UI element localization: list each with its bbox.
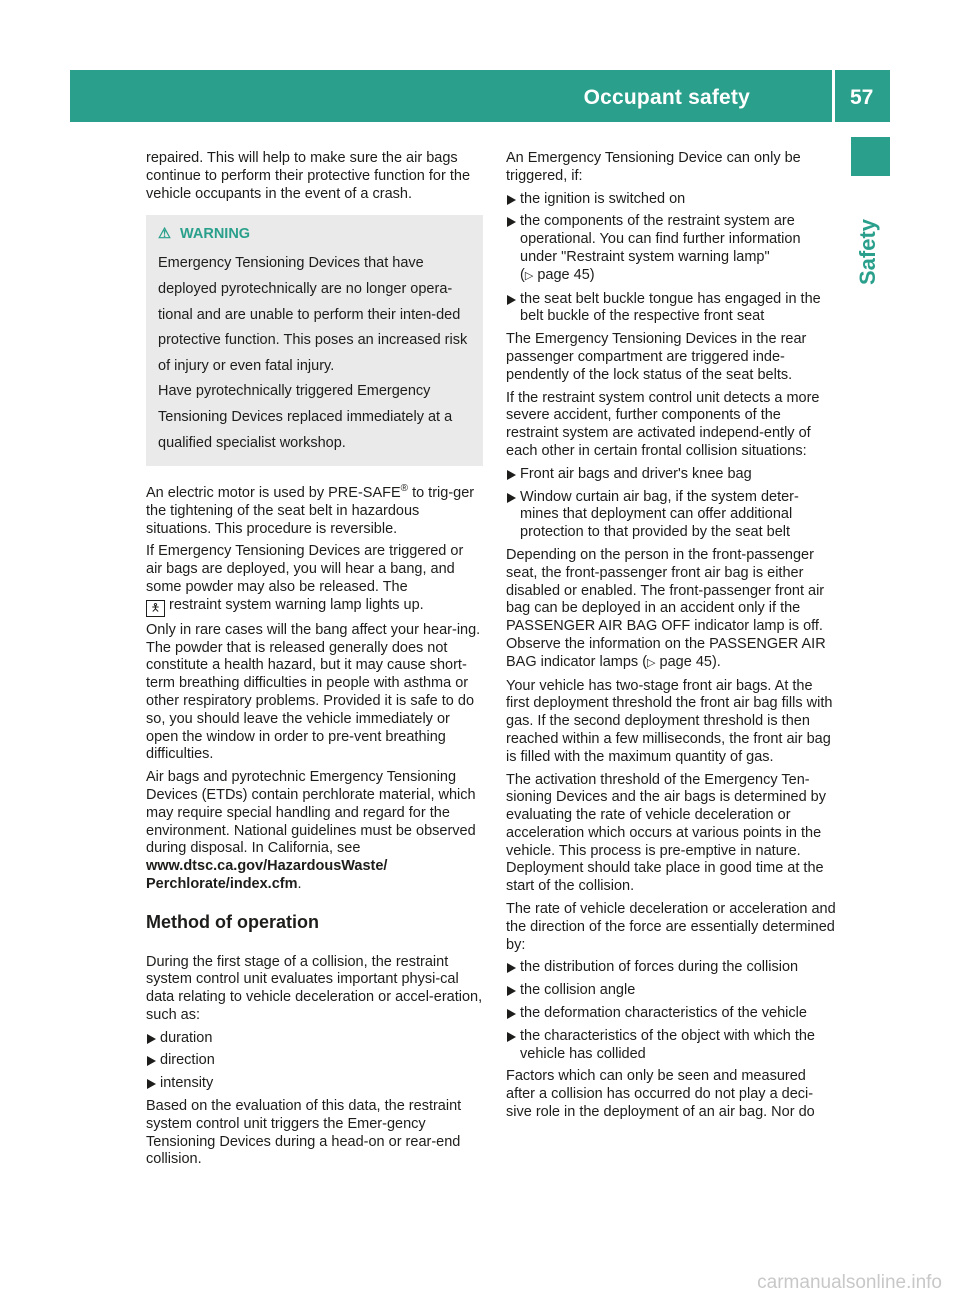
list-item: the components of the restraint system are operational. You can find further information under "Restraint system warning lamp" (▷ page 45): [506, 213, 836, 285]
paragraph: If the restraint system control unit detects a more severe accident, further components of the restraint system are activated independ-ently of each other in certain frontal collision situations:: [506, 389, 820, 459]
list-item: Front air bags and driver's knee bag: [506, 466, 836, 484]
text: An electric motor is used by PRE-SAFE: [146, 484, 401, 501]
paragraph: Based on the evaluation of this data, the restraint system control unit triggers the Emer-gency Tensioning Devices during a head-on or rear-end collision.: [146, 1098, 462, 1168]
paragraph: Only in rare cases will the bang affect your hear-ing. The powder that is released generally does not constitute a health hazard, but it may cause short-term breathing difficulties in people with asthma or other respiratory problems. Provided it is safe to do so, you should leave the vehicle immediately or open the window in order to pre-vent breathing difficulties.: [146, 621, 481, 763]
bullet-list: [506, 191, 836, 327]
paragraph: [506, 547, 836, 673]
text: Air bags and pyrotechnic Emergency Tensioning Devices (ETDs) contain perchlorate material, which may require special handling and regard for the environment. National guidelines must be observed during disposal. In California, see: [146, 769, 476, 857]
registered-mark: ®: [400, 483, 409, 495]
web-link[interactable]: www.dtsc.ca.gov/HazardousWaste/ Perchlorate/index.cfm: [146, 858, 388, 892]
bullet-list: [146, 1030, 483, 1093]
list-item: duration: [146, 1030, 483, 1048]
list-item: direction: [146, 1052, 483, 1070]
page-header: [70, 70, 890, 122]
list-item: the deformation characteristics of the vehicle: [506, 1005, 836, 1023]
warning-text: Have pyrotechnically triggered Emergency Tensioning Devices replaced immediately at a qualified specialist workshop.: [158, 383, 453, 451]
list-item: the characteristics of the object with which the vehicle has collided: [506, 1028, 836, 1064]
bullet-list: [506, 959, 836, 1063]
paragraph: The activation threshold of the Emergency Ten-sioning Devices and the air bags is determined by evaluating the rate of vehicle deceleration or acceleration which occurs at various points in the vehicle. This process is pre-emptive in nature. Deployment should take place in good time at the start of the collision.: [506, 771, 826, 895]
text: to trig-ger the tightening of the seat belt in hazardous situations. This procedure is reversible.: [146, 484, 475, 537]
reference-arrow-icon: ▷: [524, 269, 534, 282]
page-reference[interactable]: page 45).: [659, 653, 721, 670]
warning-heading: [158, 225, 473, 243]
watermark: carmanualsonline.info: [757, 1272, 942, 1293]
section-title: Occupant safety: [583, 86, 750, 109]
warning-title: WARNING: [180, 226, 251, 243]
warning-text: Emergency Tensioning Devices that have deployed pyrotechnically are no longer opera-tional and are unable to perform their inten-ded protective function. This poses an increased risk of injury or even fatal injury.: [158, 255, 468, 374]
header-divider: [832, 70, 835, 122]
section-heading: Method of operation: [146, 911, 319, 932]
text: restraint system warning lamp lights up.: [169, 596, 424, 613]
side-tab-label: Safety: [855, 218, 880, 285]
warning-triangle-icon: ⚠: [158, 226, 171, 243]
warning-box: [146, 215, 483, 466]
text: Depending on the person in the front-passenger seat, the front-passenger front air bag is either disabled or enabled. The front-passenger front air bag can be deployed in an accident only if the PASSENGER AIR BAG OFF indicator lamp is off. Observe the information on the PASSENGER AIR BAG indicator lamps (: [506, 546, 826, 670]
paragraph: [146, 480, 483, 538]
paragraph: Factors which can only be seen and measured after a collision has occurred do not play a deci-sive role in the deployment of an air bag. Nor do: [506, 1068, 815, 1121]
page-number: 57: [850, 86, 874, 109]
list-item: the distribution of forces during the collision: [506, 959, 836, 977]
reference-arrow-icon: ▷: [647, 656, 656, 669]
paragraph: During the first stage of a collision, the restraint system control unit evaluates important physi-cal data relating to vehicle deceleration or accel-eration, such as:: [146, 953, 483, 1023]
paragraph: An Emergency Tensioning Device can only be triggered, if:: [506, 150, 801, 184]
side-tab-marker: [851, 137, 890, 176]
bullet-list: [506, 466, 836, 542]
list-item: the seat belt buckle tongue has engaged in the belt buckle of the respective front seat: [506, 291, 836, 327]
text: .: [297, 875, 302, 892]
list-item: Window curtain air bag, if the system deter-mines that deployment can offer additional protection to that provided by the seat belt: [506, 489, 836, 542]
paragraph: repaired. This will help to make sure the air bags continue to perform their protective function for the vehicle occupants in the event of a crash.: [146, 150, 471, 202]
list-item: the ignition is switched on: [506, 191, 836, 209]
left-column: [146, 150, 483, 1174]
paragraph: The Emergency Tensioning Devices in the rear passenger compartment are triggered inde-pendently of the lock status of the seat belts.: [506, 331, 807, 383]
list-item: the collision angle: [506, 982, 836, 1000]
list-item: intensity: [146, 1075, 483, 1093]
text: the components of the restraint system are operational. You can find further information under "Restraint system warning lamp": [520, 213, 801, 265]
right-column: [506, 150, 836, 1127]
paragraph: The rate of vehicle deceleration or acceleration and the direction of the force are essentially determined by:: [506, 901, 836, 953]
page-reference[interactable]: page 45): [537, 266, 595, 283]
restraint-warning-lamp-icon: 🯅: [146, 600, 165, 617]
paragraph: Your vehicle has two-stage front air bags. At the first deployment threshold the front air bag fills with gas. If the second deployment threshold is then reached within a few milliseconds, the front air bag is filled with the maximum quantity of gas.: [506, 677, 833, 765]
paragraph: [146, 769, 483, 894]
text: If Emergency Tensioning Devices are triggered or air bags are deployed, you will hear a bang, and some powder may also be released. The: [146, 543, 464, 595]
paragraph: [146, 543, 483, 616]
